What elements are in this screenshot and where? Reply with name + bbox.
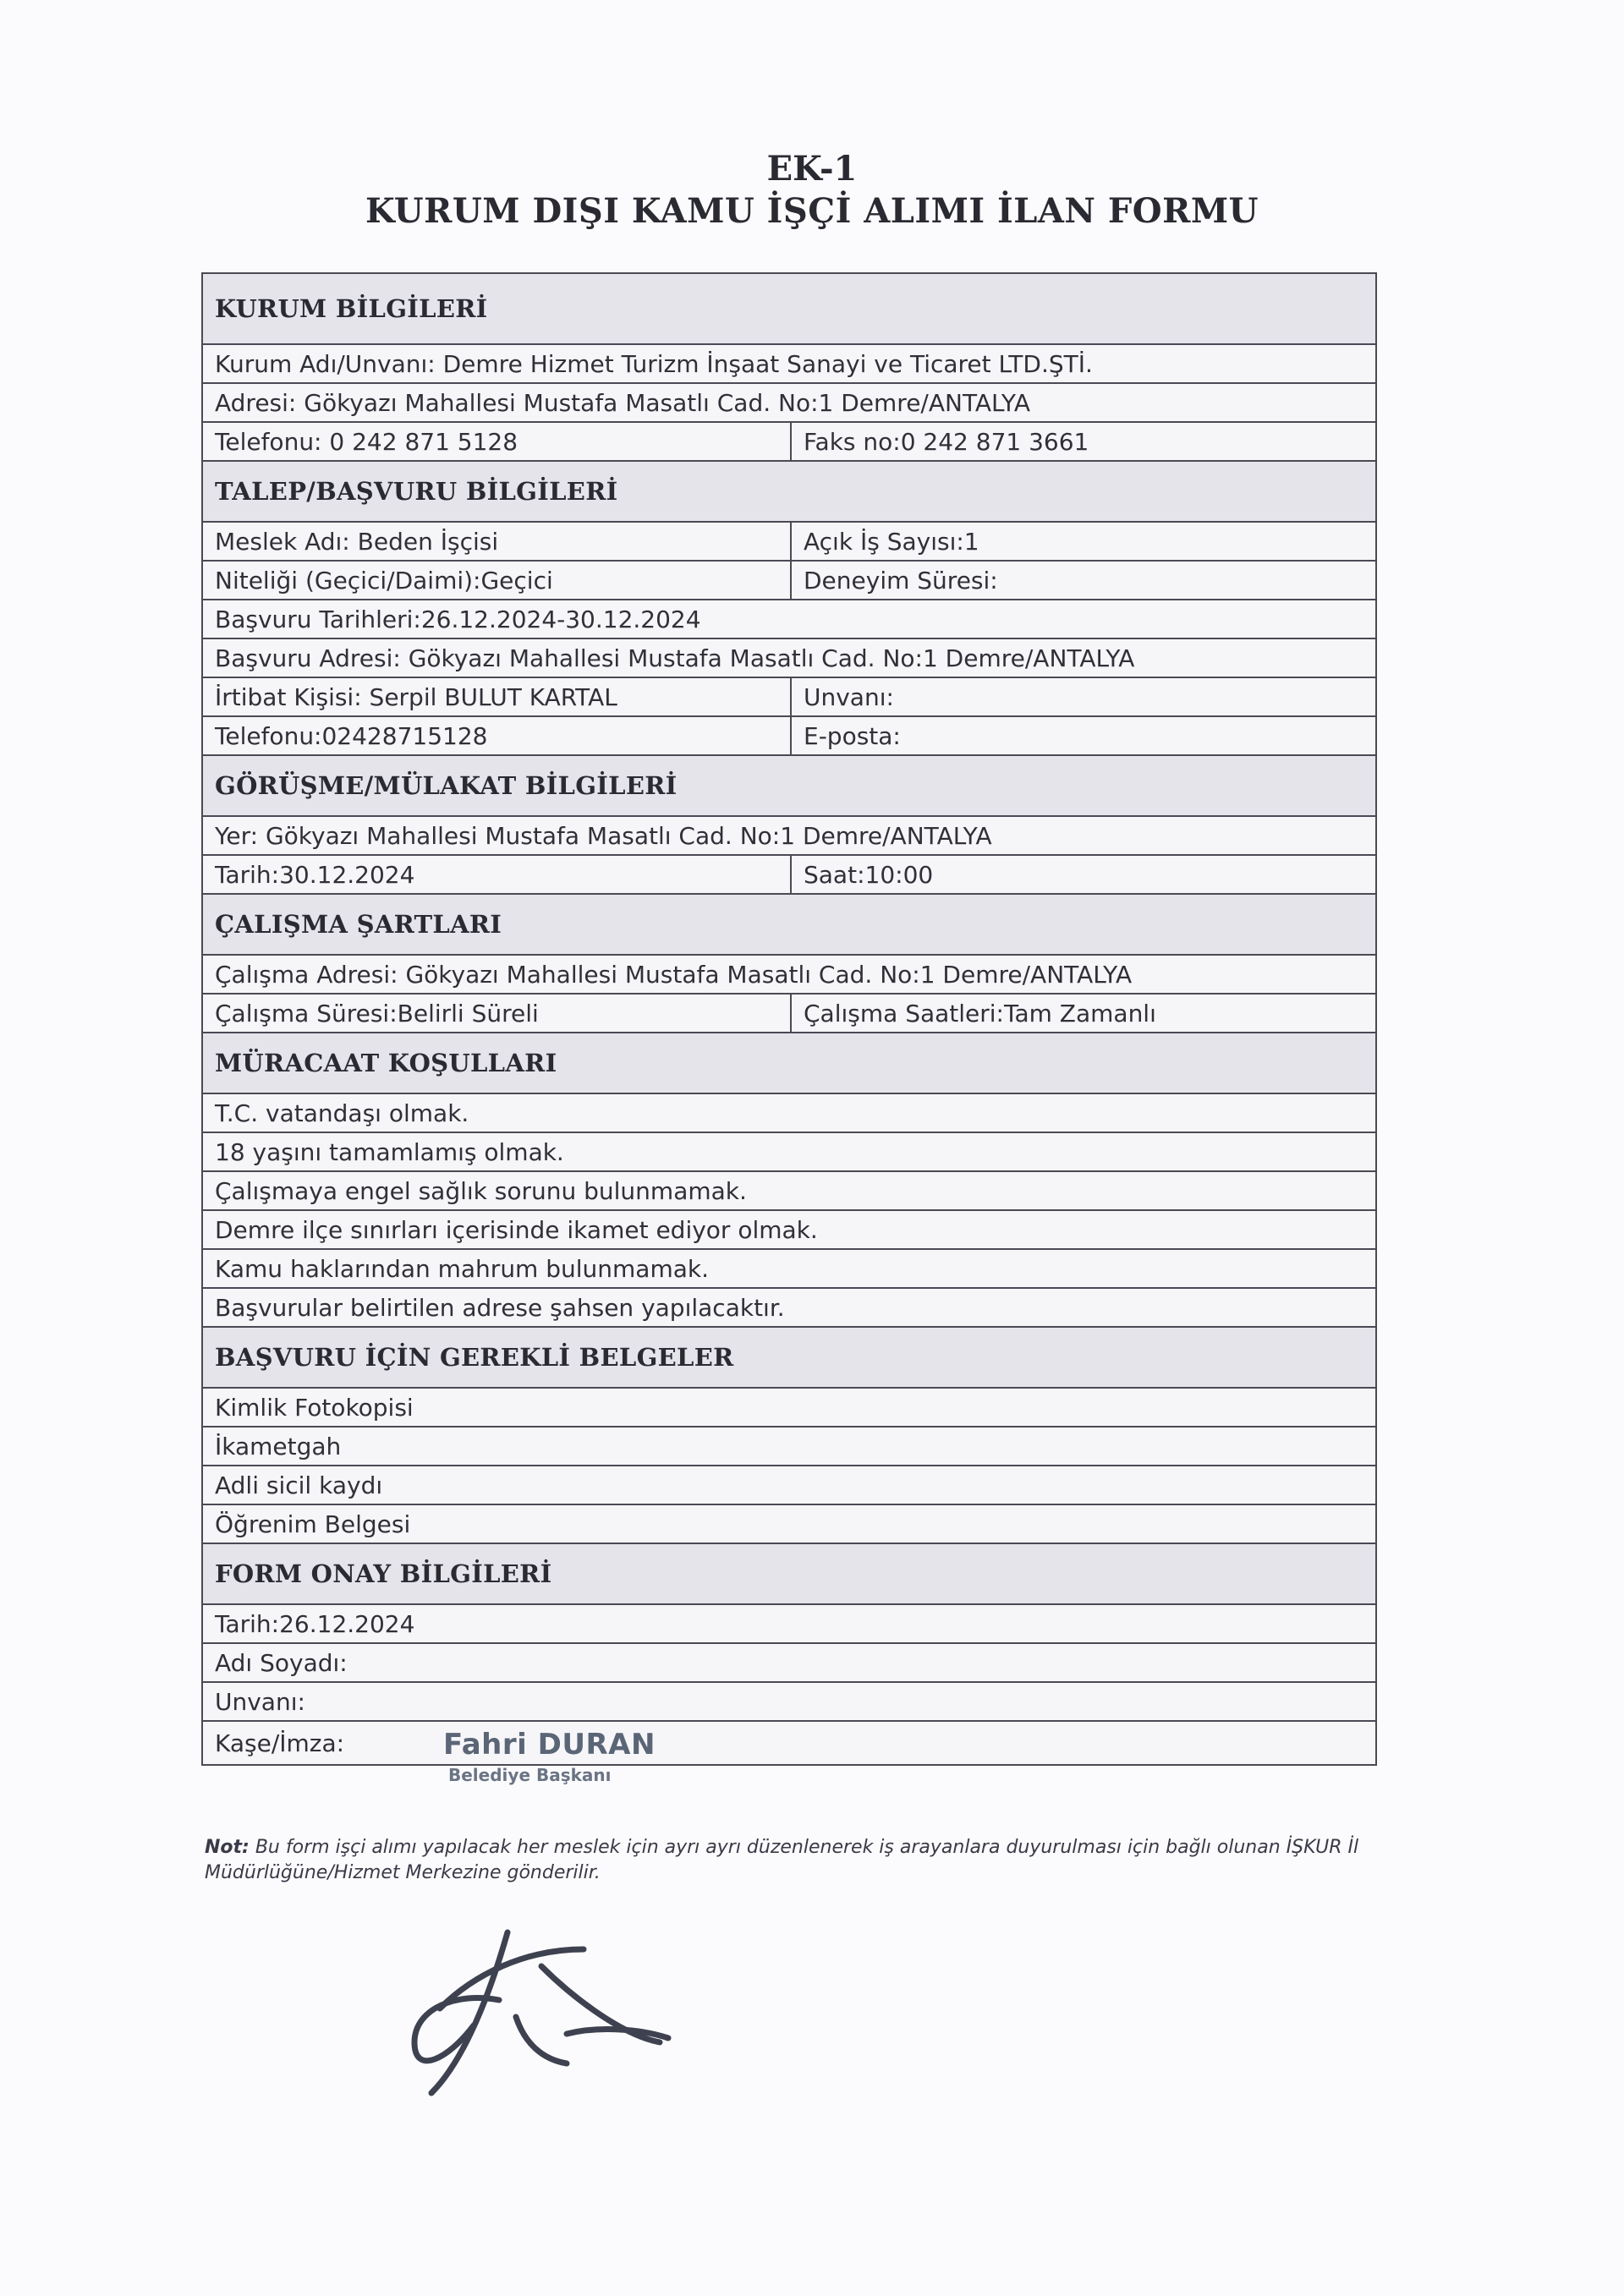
muracaat-text: Demre ilçe sınırları içerisinde ikamet ediyor olmak. [215,1215,818,1244]
section-muracaat-heading: MÜRACAAT KOŞULLARI [203,1033,1375,1094]
muracaat-text: Kamu haklarından mahrum bulunmamak. [215,1254,710,1283]
talep-row-3 [203,600,1375,639]
belge-text: Öğrenim Belgesi [215,1510,411,1538]
onay-row-tarih [203,1605,1375,1644]
kurum-phone-row [203,423,1375,462]
kurum-phone: Telefonu: 0 242 871 5128 [203,423,792,460]
muracaat-text: Başvurular belirtilen adrese şahsen yapılacaktır. [215,1293,785,1322]
belge-text: Kimlik Fotokopisi [215,1393,414,1422]
belge-item [203,1466,1375,1505]
niteligi: Niteliği (Geçici/Daimi):Geçici [203,562,792,599]
belge-item [203,1389,1375,1427]
stamp-title: Belediye Başkanı [448,1765,612,1785]
muracaat-item [203,1250,1375,1289]
irtibat-telefon: Telefonu:02428715128 [203,717,792,754]
belge-item [203,1427,1375,1466]
talep-row-6 [203,717,1375,756]
onay-tarih: Tarih:26.12.2024 [215,1609,415,1638]
onay-kase-imza: Kaşe/İmza: [215,1729,345,1757]
talep-row-1 [203,523,1375,562]
section-kurum-heading: KURUM BİLGİLERİ [203,274,1375,345]
kurum-address-row [203,384,1375,423]
irtibat-unvani: Unvanı: [804,682,894,711]
gorusme-yer: Yer: Gökyazı Mahallesi Mustafa Masatlı Cad. No:1 Demre/ANTALYA [215,821,992,850]
muracaat-item [203,1094,1375,1133]
muracaat-item [203,1211,1375,1250]
kurum-fax: Faks no:0 242 871 3661 [804,427,1089,456]
onay-row-unvan [203,1683,1375,1722]
calisma-saatleri: Çalışma Saatleri:Tam Zamanlı [804,999,1156,1027]
footnote [205,1835,1389,1886]
muracaat-item [203,1133,1375,1172]
muracaat-text: T.C. vatandaşı olmak. [215,1099,469,1127]
muracaat-item [203,1289,1375,1328]
onay-row-ad [203,1644,1375,1683]
application-form [201,272,1377,1766]
kurum-address: Adresi: Gökyazı Mahallesi Mustafa Masatlı Cad. No:1 Demre/ANTALYA [215,388,1031,417]
talep-row-5 [203,678,1375,717]
gorusme-tarih: Tarih:30.12.2024 [203,856,792,893]
talep-row-4 [203,639,1375,678]
onay-row-kase [203,1722,1375,1764]
irtibat-kisisi: İrtibat Kişisi: Serpil BULUT KARTAL [203,678,792,715]
section-talep-heading: TALEP/BAŞVURU BİLGİLERİ [203,462,1375,523]
talep-row-2 [203,562,1375,600]
meslek-adi: Meslek Adı: Beden İşçisi [203,523,792,560]
calisma-suresi: Çalışma Süresi:Belirli Süreli [203,995,792,1032]
gorusme-row-1 [203,817,1375,856]
gorusme-row-2 [203,856,1375,895]
footnote-label: Not: [205,1837,250,1858]
onay-ad-soyad: Adı Soyadı: [215,1648,348,1677]
section-calisma-heading: ÇALIŞMA ŞARTLARI [203,895,1375,956]
section-belgeler-heading: BAŞVURU İÇİN GEREKLİ BELGELER [203,1328,1375,1389]
irtibat-eposta: E-posta: [804,721,901,750]
deneyim-suresi: Deneyim Süresi: [804,566,998,595]
onay-unvani: Unvanı: [215,1687,305,1716]
section-gorusme-heading: GÖRÜŞME/MÜLAKAT BİLGİLERİ [203,756,1375,817]
belge-text: Adli sicil kaydı [215,1471,383,1499]
footnote-text: Bu form işçi alımı yapılacak her meslek için ayrı ayrı düzenlenerek iş arayanlara duyurulması için bağlı olunan İŞKUR İl Müdürlüğüne/Hizmet Merkezine gönderilir. [205,1837,1359,1883]
calisma-row-2 [203,995,1375,1033]
muracaat-text: 18 yaşını tamamlamış olmak. [215,1137,564,1166]
calisma-adresi: Çalışma Adresi: Gökyazı Mahallesi Mustafa Masatlı Cad. No:1 Demre/ANTALYA [215,960,1133,989]
muracaat-item [203,1172,1375,1211]
basvuru-adresi: Başvuru Adresi: Gökyazı Mahallesi Mustafa Masatlı Cad. No:1 Demre/ANTALYA [215,644,1135,672]
basvuru-tarihleri: Başvuru Tarihleri:26.12.2024-30.12.2024 [215,605,701,633]
form-title: KURUM DIŞI KAMU İŞÇİ ALIMI İLAN FORMU [365,191,1259,231]
handwritten-signature [398,1915,702,2101]
belge-item [203,1505,1375,1544]
form-code: EK-1 [766,149,858,189]
kurum-name-row [203,345,1375,384]
section-onay-heading: FORM ONAY BİLGİLERİ [203,1544,1375,1605]
acik-is-sayisi: Açık İş Sayısı:1 [804,527,979,556]
gorusme-saat: Saat:10:00 [804,860,934,889]
stamp-name: Fahri DURAN [443,1728,656,1762]
belge-text: İkametgah [215,1432,342,1460]
kurum-name: Kurum Adı/Unvanı: Demre Hizmet Turizm İnşaat Sanayi ve Ticaret LTD.ŞTİ. [215,349,1093,378]
calisma-row-1 [203,956,1375,995]
muracaat-text: Çalışmaya engel sağlık sorunu bulunmamak. [215,1176,747,1205]
